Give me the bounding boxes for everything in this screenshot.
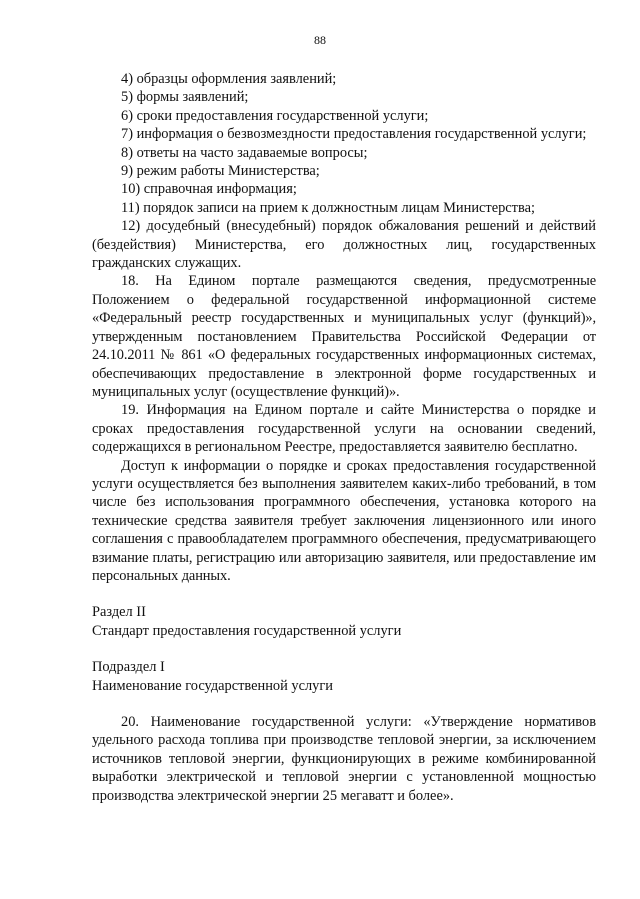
list-item: 7) информация о безвозмездности предоставления государственной услуги; xyxy=(121,126,587,143)
list-item: 8) ответы на часто задаваемые вопросы; xyxy=(121,144,368,161)
section-title: Стандарт предоставления государственной услуги xyxy=(92,622,402,639)
subsection-title: Наименование государственной услуги xyxy=(92,677,333,694)
document-body xyxy=(92,70,596,805)
list-item: 9) режим работы Министерства; xyxy=(121,163,320,180)
paragraph-20: 20. Наименование государственной услуги: «Утверждение нормативов удельного расхода топлива при производстве тепловой энергии, за исключением источников тепловой энергии, функционирующих в режиме комбинированной выработки электрической и тепловой энергии с установленной мощностью производства электрической энергии 25 мегаватт и более». xyxy=(92,714,596,804)
subsection-label: Подраздел I xyxy=(92,659,165,676)
list-item: 5) формы заявлений; xyxy=(121,89,249,106)
paragraph-18: 18. На Едином портале размещаются сведения, предусмотренные Положением о федеральной государственной информационной системе «Федеральный реестр государственных и муниципальных услуг (функций)», утвержденным постановлением Правительства Российской Федерации от 24.10.2011 № 861 «О федеральных государственных информационных системах, обеспечивающих предоставление в электронной форме государственных и муниципальных услуг (осуществление функций)». xyxy=(92,273,596,400)
page-number: 88 xyxy=(314,33,326,47)
paragraph-access: Доступ к информации о порядке и сроках предоставления государственной услуги осуществляется без выполнения заявителем каких-либо требований, в том числе без использования программного обеспечения, установка которого на технические средства заявителя требует заключения лицензионного или иного соглашения с правообладателем программного обеспечения, предусматривающего взимание платы, регистрацию или авторизацию заявителя, или предоставление им персональных данных. xyxy=(92,457,596,584)
list-item: 6) сроки предоставления государственной услуги; xyxy=(121,107,429,124)
list-item: 11) порядок записи на прием к должностным лицам Министерства; xyxy=(121,199,535,216)
list-item: 12) досудебный (внесудебный) порядок обжалования решений и действий (бездействия) Министерства, его должностных лиц, государственных гражданских служащих. xyxy=(92,218,596,272)
list-item: 4) образцы оформления заявлений; xyxy=(121,71,337,87)
paragraph-19: 19. Информация на Едином портале и сайте Министерства о порядке и сроках предоставления государственной услуги на основании сведений, содержащихся в региональном Реестре, предоставляется заявителю бесплатно. xyxy=(92,402,596,456)
section-label: Раздел II xyxy=(92,604,146,621)
list-item: 10) справочная информация; xyxy=(121,181,297,198)
